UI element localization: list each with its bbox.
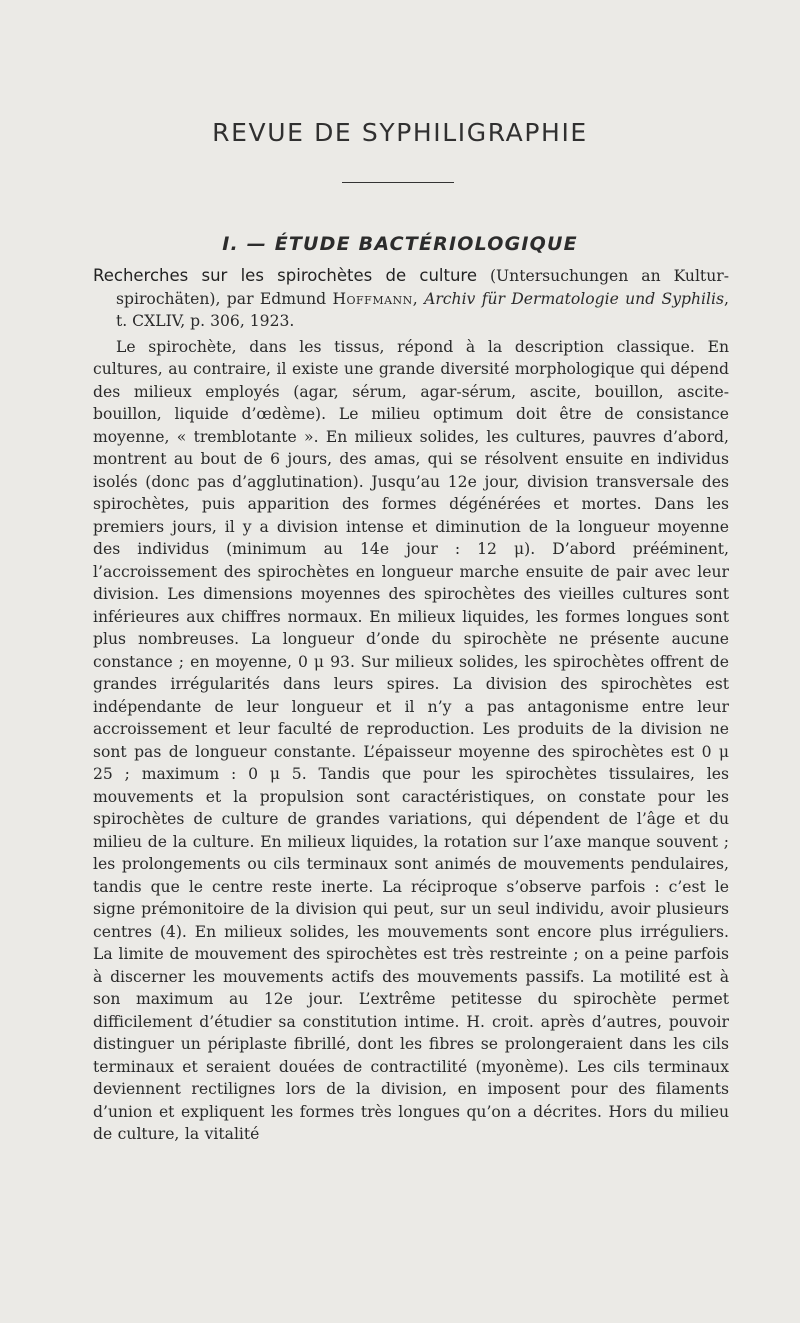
article-body: Le spirochète, dans les tissus, répond à la description classique. En cultures, au contraire, il existe une grande diversité morphologique qui dépend des milieux employés (agar, sérum, agar-sérum, ascite, bouillon, ascite-bouillon, liquide d’œdème). Le milieu optimum doit être de consistance moyenne, « tremblotante ». En milieux solides, les cultures, pauvres d’abord, montrent au bout de 6 jours, des amas, qui se résolvent ensuite en individus isolés (donc pas d’agglutination). Jusqu’au 12e jour, division transversale des spirochètes, puis apparition des formes dégénérées et mortes. Dans les premiers jours, il y a division intense et diminution de la longueur moyenne des individus (minimum au 14e jour : 12 μ). D’abord prééminent, l’accroissement des spirochètes en longueur marche ensuite de pair avec leur division. Les dimensions moyennes des spirochètes des vieilles cultures sont inférieures aux chiffres normaux. En milieux liquides, les formes longues sont plus nombreuses. La longueur d’onde du spirochète ne présente aucune constance ; en moyenne, 0 μ 93. Sur milieux solides, les spirochètes offrent de grandes irrégularités dans leurs spires. La division des spirochètes est indépendante de leur longueur et il n’y a pas antagonisme entre leur accroissement et leur faculté de reproduction. Les produits de la division ne sont pas de longueur constante. L’épaisseur moyenne des spirochètes est 0 μ 25 ; maximum : 0 μ 5. Tandis que pour les spirochètes tissulaires, les mouvements et la propulsion sont caractéristiques, on constate pour les spirochètes de culture de grandes variations, qui dépendent de l’âge et du milieu de la culture. En milieux liquides, la rotation sur l’axe manque souvent ; les prolongements ou cils terminaux sont animés de mouvements pendulaires, tandis que le centre reste inerte. La réciproque s’observe parfois : c’est le signe prémonitoire de la division qui peut, sur un seul individu, avoir plusieurs centres (4). En milieux solides, les mouvements sont encore plus irréguliers. La limite de mouvement des spirochètes est très restreinte ; on a peine parfois à discerner les mouvements actifs des mouvements passifs. La motilité est à son maximum au 12e jour. L’extrême petitesse du spirochète permet difficilement d’étudier sa constitution intime. H. croit. après d’autres, pouvoir distinguer un périplaste fibrillé, dont les fibres se prolongeraient dans les cils terminaux et seraient douées de contractilité (myonème). Les cils terminaux deviennent rectilignes lors de la division, en imposent pour des filaments d’union et expliquent les formes très longues qu’on a décrites. Hors du milieu de culture, la vitalité xyxy=(93,337,729,1143)
section-heading: I. — ÉTUDE BACTÉRIOLOGIQUE xyxy=(222,233,578,255)
article-title: Recherches sur les spirochètes de culture xyxy=(93,266,477,285)
title-rule xyxy=(342,182,454,183)
reference-suffix: , t. CXLIV, p. 306, 1923. xyxy=(116,289,729,330)
article-reference: Recherches sur les spirochètes de culture (Untersuchungen an Kultur-spirochäten), par Edmund Hoffmann, Archiv für Dermatologie und Syphilis, t. CXLIV, p. 306, 1923. xyxy=(93,266,729,330)
author-name: Hoffmann xyxy=(332,289,413,308)
reference-prefix: (Untersuchungen an Kultur-spirochäten), par Edmund xyxy=(116,267,729,308)
article xyxy=(93,265,729,1146)
journal-name: Archiv für Dermatologie und Syphilis xyxy=(424,289,725,308)
running-title: REVUE DE SYPHILIGRAPHIE xyxy=(212,118,588,147)
